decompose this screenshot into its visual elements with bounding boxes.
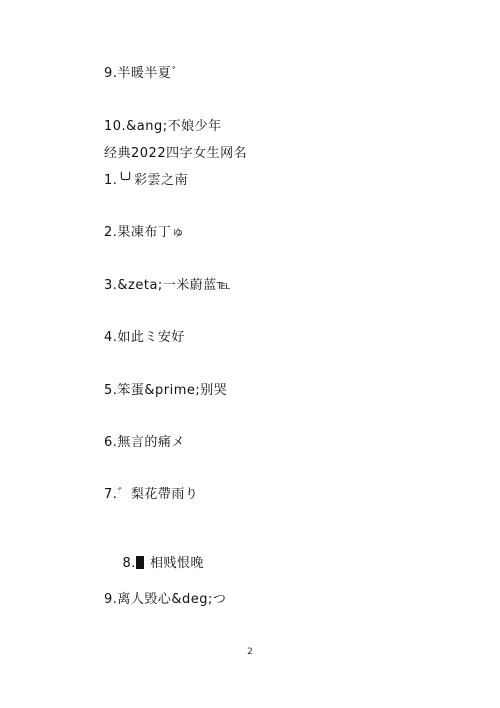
black-block-glyph: [136, 556, 144, 569]
list-item: 9.离人毁心&deg;つ: [104, 592, 227, 607]
list-item: 1.╰╯彩雲之南: [104, 173, 189, 188]
section-heading: 经典2022四字女生网名: [104, 146, 248, 161]
list-item: 2.果凍布丁ゅ: [104, 225, 185, 240]
list-item: 4.如此ミ安好: [104, 330, 185, 345]
list-item-text: 相贱恨晚: [149, 556, 204, 571]
list-item: 10.&ang;不娘少年: [104, 119, 222, 134]
list-item: 9.半暖半夏゛: [104, 66, 185, 81]
list-item: [104, 540, 204, 588]
list-item-number: 8.: [122, 556, 136, 571]
list-item: 7.゛梨花帶雨り: [104, 487, 199, 502]
list-item: 5.笨蛋&prime;别哭: [104, 383, 228, 398]
list-item: 3.&zeta;一米蔚蓝℡: [104, 278, 232, 293]
page-number: 2: [247, 647, 253, 657]
list-item: 6.無言的痛メ: [104, 435, 185, 450]
